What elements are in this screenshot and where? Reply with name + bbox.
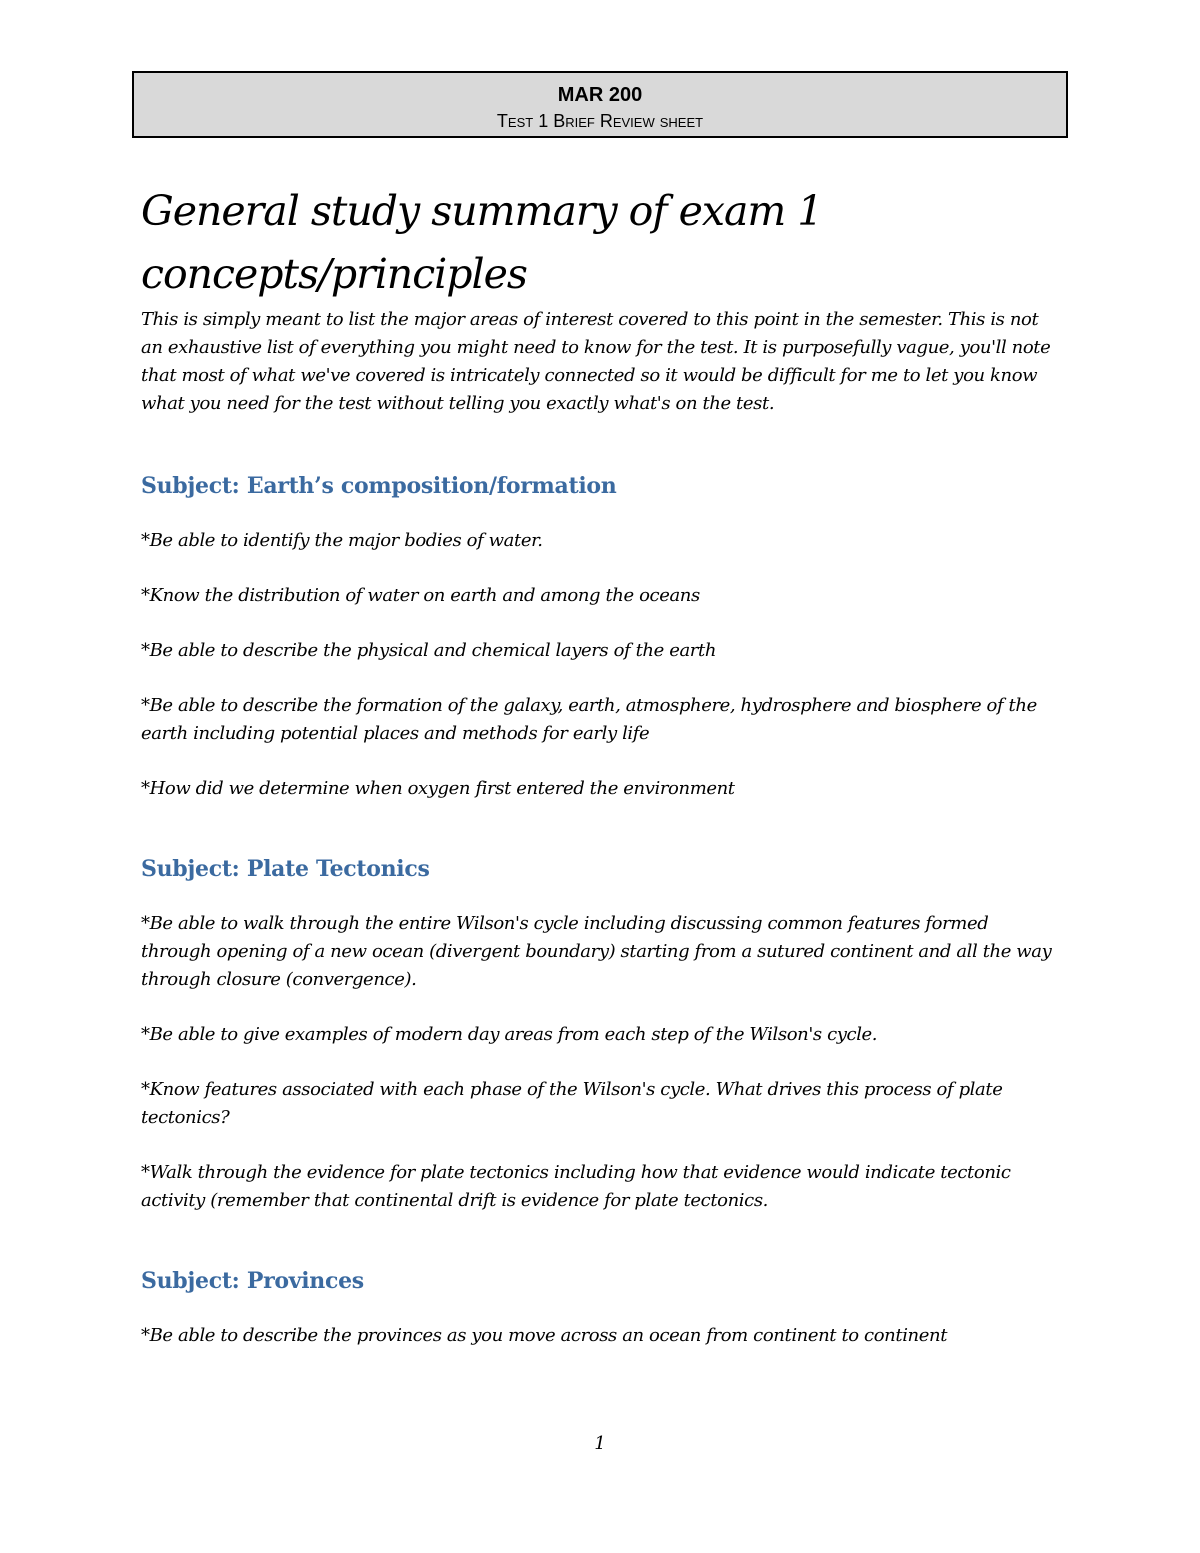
list-item: *Know features associated with each phase of the Wilson's cycle. What drives this process of plate tectonics? — [141, 1079, 1003, 1128]
list-item: *How did we determine when oxygen first entered the environment — [141, 778, 735, 799]
section-heading-plate-tectonics: Subject: Plate Tectonics — [141, 856, 430, 882]
page-number: 1 — [594, 1433, 606, 1454]
section-heading-provinces: Subject: Provinces — [141, 1268, 364, 1294]
document-body — [141, 180, 1061, 1350]
list-item: *Know the distribution of water on earth and among the oceans — [141, 585, 700, 606]
page-title: General study summary of exam 1 concepts/principles — [141, 187, 823, 298]
list-item: *Be able to describe the provinces as you move across an ocean from continent to continent — [141, 1325, 948, 1346]
course-code: MAR 200 — [557, 84, 643, 106]
list-item: *Be able to give examples of modern day areas from each step of the Wilson's cycle. — [141, 1024, 878, 1045]
intro-paragraph: This is simply meant to list the major areas of interest covered to this point in the semester. This is not an exhaustive list of everything you might need to know for the test. It is purposefully vague, you'll note that most of what we've covered is intricately connected so it would be difficult for me to let you know what you need for the test without telling you exactly what's on the test. — [141, 309, 1051, 414]
list-item: *Be able to describe the formation of the galaxy, earth, atmosphere, hydrosphere and biosphere of the earth including potential places and methods for early life — [141, 695, 1037, 744]
header-subtitle: Test 1 Brief Review sheet — [496, 111, 704, 131]
header-box — [132, 71, 1068, 138]
section-heading-earth-composition: Subject: Earth’s composition/formation — [141, 473, 617, 499]
list-item: *Be able to identify the major bodies of water. — [141, 530, 543, 551]
list-item: *Walk through the evidence for plate tectonics including how that evidence would indicate tectonic activity (remember that continental drift is evidence for plate tectonics. — [141, 1162, 1011, 1211]
list-item: *Be able to walk through the entire Wilson's cycle including discussing common features formed through opening of a new ocean (divergent boundary) starting from a sutured continent and all the way through closure (convergence). — [141, 913, 1052, 990]
list-item: *Be able to describe the physical and chemical layers of the earth — [141, 640, 717, 661]
